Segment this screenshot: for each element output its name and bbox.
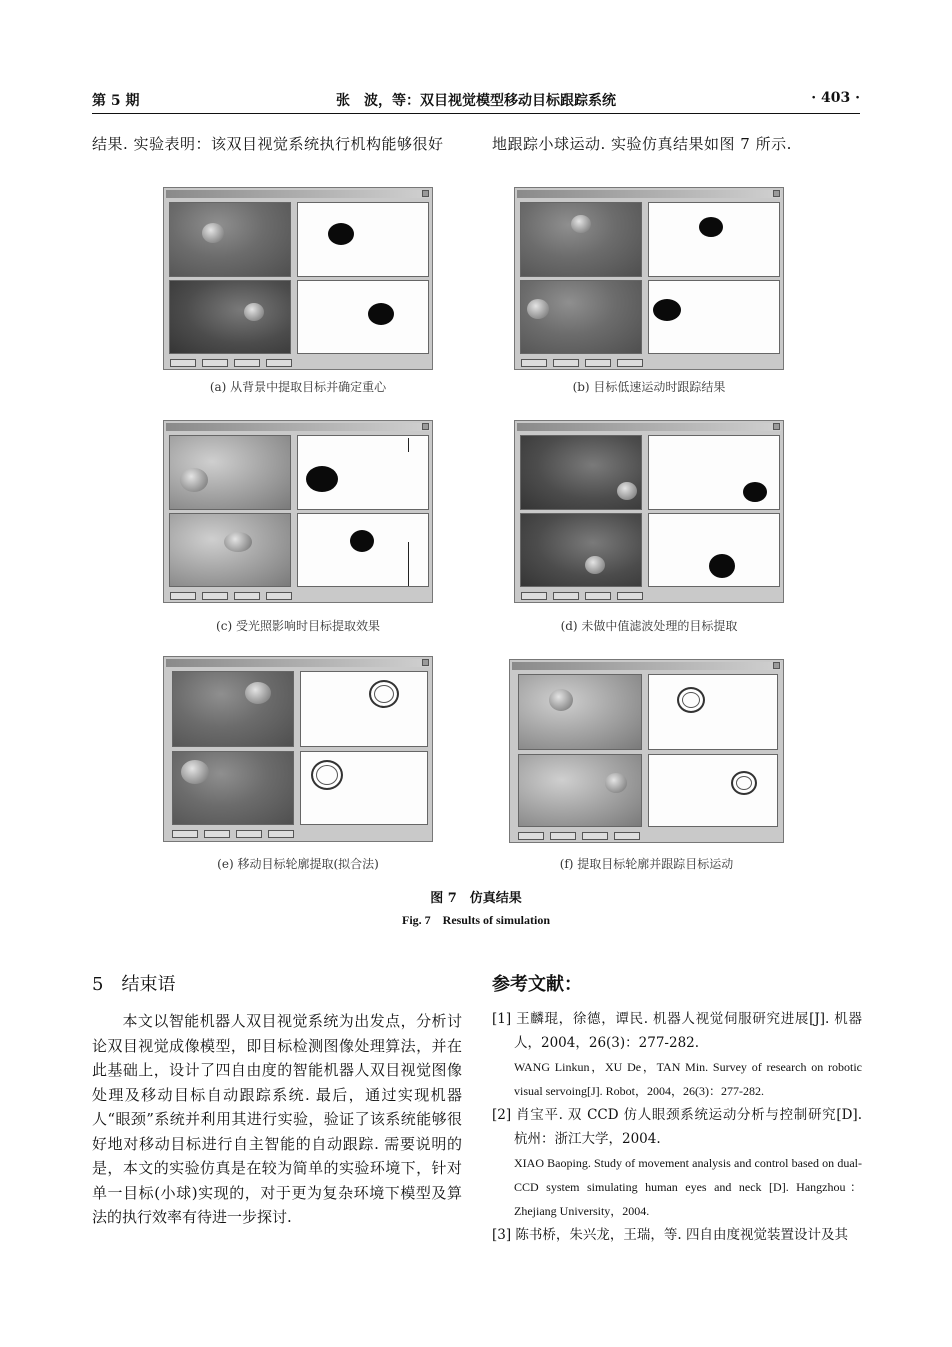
figure-caption-cn: 图 7 仿真结果 bbox=[430, 891, 522, 906]
extracted-image-left bbox=[297, 202, 429, 277]
ball-photo bbox=[224, 532, 252, 552]
page-number: · 403 · bbox=[811, 90, 860, 106]
window-titlebar bbox=[517, 190, 781, 198]
window-titlebar bbox=[166, 659, 430, 667]
extracted-image-left bbox=[300, 671, 428, 747]
noise-line bbox=[408, 542, 409, 587]
camera-image-left bbox=[520, 435, 642, 510]
extracted-image-right bbox=[297, 513, 429, 587]
noise-line bbox=[408, 438, 409, 452]
close-icon bbox=[773, 662, 780, 669]
target-blob bbox=[699, 217, 723, 237]
target-blob bbox=[350, 530, 374, 552]
panel-a-window bbox=[163, 187, 433, 370]
camera-image-right bbox=[172, 751, 294, 825]
subcaption-f: (f) 提取目标轮廓并跟踪目标运动 bbox=[559, 857, 734, 871]
ball-photo bbox=[181, 760, 209, 784]
target-blob bbox=[328, 223, 354, 245]
extracted-image-right bbox=[648, 513, 780, 587]
journal-issue: 第 5 期 bbox=[92, 93, 140, 109]
target-blob bbox=[709, 554, 735, 578]
target-contour bbox=[731, 771, 757, 795]
target-blob bbox=[653, 299, 681, 321]
camera-image-right bbox=[520, 280, 642, 354]
close-icon bbox=[422, 190, 429, 197]
reference-item-1-en: WANG Linkun，XU De，TAN Min. Survey of research on robotic visual servoing[J]. Robot，2004，26(3)：277-282. bbox=[514, 1060, 862, 1098]
conclusion-text: 本文以智能机器人双目视觉系统为出发点，分析讨论双目视觉成像模型，即目标检测图像处理算法，并在此基础上，设计了四自由度的智能机器人双目视觉图像处理及移动目标自动跟踪系统. 最后，通过实现机器人“眼颈”系统并利用其进行实验，验证了该系统能够很好地对移动目标进行自主智能的自动跟踪. 需要说明的是，本文的实验仿真是在较为简单的实验环境下，针对单一目标(小球)实现的，对于更为复杂环境下模型及算法的执行效率有待进一步探讨. bbox=[92, 1012, 462, 1226]
camera-image-left bbox=[518, 674, 642, 750]
ball-photo bbox=[202, 223, 224, 243]
body-line-right: 地跟踪小球运动. 实验仿真结果如图 7 所示. bbox=[492, 135, 792, 153]
camera-image-left bbox=[169, 202, 291, 277]
subcaption-a: (a) 从背景中提取目标并确定重心 bbox=[209, 380, 387, 394]
ball-photo bbox=[605, 773, 627, 793]
subcaption-b: (b) 目标低速运动时跟踪结果 bbox=[572, 380, 726, 394]
window-titlebar bbox=[166, 190, 430, 198]
extracted-image-right bbox=[300, 751, 428, 825]
close-icon bbox=[773, 423, 780, 430]
panel-d-window bbox=[514, 420, 784, 603]
running-title: 张 波，等：双目视觉模型移动目标跟踪系统 bbox=[336, 93, 616, 109]
subcaption-c: (c) 受光照影响时目标提取效果 bbox=[216, 619, 380, 633]
camera-image-left bbox=[172, 671, 294, 747]
ball-photo bbox=[527, 299, 549, 319]
window-titlebar bbox=[512, 662, 781, 670]
window-titlebar bbox=[166, 423, 430, 431]
ball-photo bbox=[549, 689, 573, 711]
target-blob bbox=[743, 482, 767, 502]
section-title: 5 结束语 bbox=[92, 974, 176, 995]
ball-photo bbox=[245, 682, 271, 704]
conclusion-paragraph bbox=[92, 1009, 462, 1230]
camera-image-right bbox=[520, 513, 642, 587]
body-line-left: 结果. 实验表明：该双目视觉系统执行机构能够很好 bbox=[92, 135, 444, 153]
reference-item-1-cn: [1] 王麟琨，徐德，谭民. 机器人视觉伺服研究进展[J]. 机器人，2004，26(3)：277-282. bbox=[492, 1011, 862, 1051]
target-blob bbox=[368, 303, 394, 325]
figure-caption-en: Fig. 7 Results of simulation bbox=[401, 913, 550, 927]
panel-f-window bbox=[509, 659, 784, 843]
reference-item-3-cn: [3] 陈书桥，朱兴龙，王瑞，等. 四自由度视觉装置设计及其 bbox=[492, 1227, 848, 1243]
close-icon bbox=[422, 423, 429, 430]
target-blob bbox=[306, 466, 338, 492]
reference-item-2-cn: [2] 肖宝平. 双 CCD 仿人眼颈系统运动分析与控制研究[D]. 杭州：浙江大学，2004. bbox=[492, 1107, 862, 1147]
window-button-row bbox=[518, 832, 678, 840]
window-button-row bbox=[172, 830, 332, 838]
extracted-image-right bbox=[297, 280, 429, 354]
camera-image-left bbox=[169, 435, 291, 510]
subcaption-d: (d) 未做中值滤波处理的目标提取 bbox=[560, 619, 738, 633]
extracted-image-left bbox=[648, 435, 780, 510]
panel-c-window bbox=[163, 420, 433, 603]
ball-photo bbox=[571, 215, 591, 233]
ball-photo bbox=[585, 556, 605, 574]
extracted-image-right bbox=[648, 280, 780, 354]
target-contour bbox=[677, 687, 705, 713]
extracted-image-left bbox=[648, 202, 780, 277]
reference-list bbox=[492, 1007, 862, 1247]
camera-image-left bbox=[520, 202, 642, 277]
header-rule bbox=[92, 113, 860, 114]
subcaption-e: (e) 移动目标轮廓提取(拟合法) bbox=[217, 857, 379, 871]
references-title: 参考文献： bbox=[492, 974, 582, 995]
ball-photo bbox=[244, 303, 264, 321]
target-contour bbox=[311, 760, 343, 790]
reference-item-2-en: XIAO Baoping. Study of movement analysis and control based on dual-CCD system simulating human eyes and neck [D]. Hangzhou：Zhejiang University，2004. bbox=[514, 1156, 862, 1218]
panel-b-window bbox=[514, 187, 784, 370]
camera-image-right bbox=[169, 280, 291, 354]
window-button-row bbox=[521, 359, 681, 367]
camera-image-right bbox=[169, 513, 291, 587]
extracted-image-left bbox=[648, 674, 778, 750]
ball-photo bbox=[180, 468, 208, 492]
extracted-image-left bbox=[297, 435, 429, 510]
window-button-row bbox=[170, 359, 330, 367]
window-button-row bbox=[170, 592, 330, 600]
ball-photo bbox=[617, 482, 637, 500]
window-titlebar bbox=[517, 423, 781, 431]
close-icon bbox=[422, 659, 429, 666]
close-icon bbox=[773, 190, 780, 197]
target-contour bbox=[369, 680, 399, 708]
camera-image-right bbox=[518, 754, 642, 827]
extracted-image-right bbox=[648, 754, 778, 827]
panel-e-window bbox=[163, 656, 433, 842]
window-button-row bbox=[521, 592, 681, 600]
